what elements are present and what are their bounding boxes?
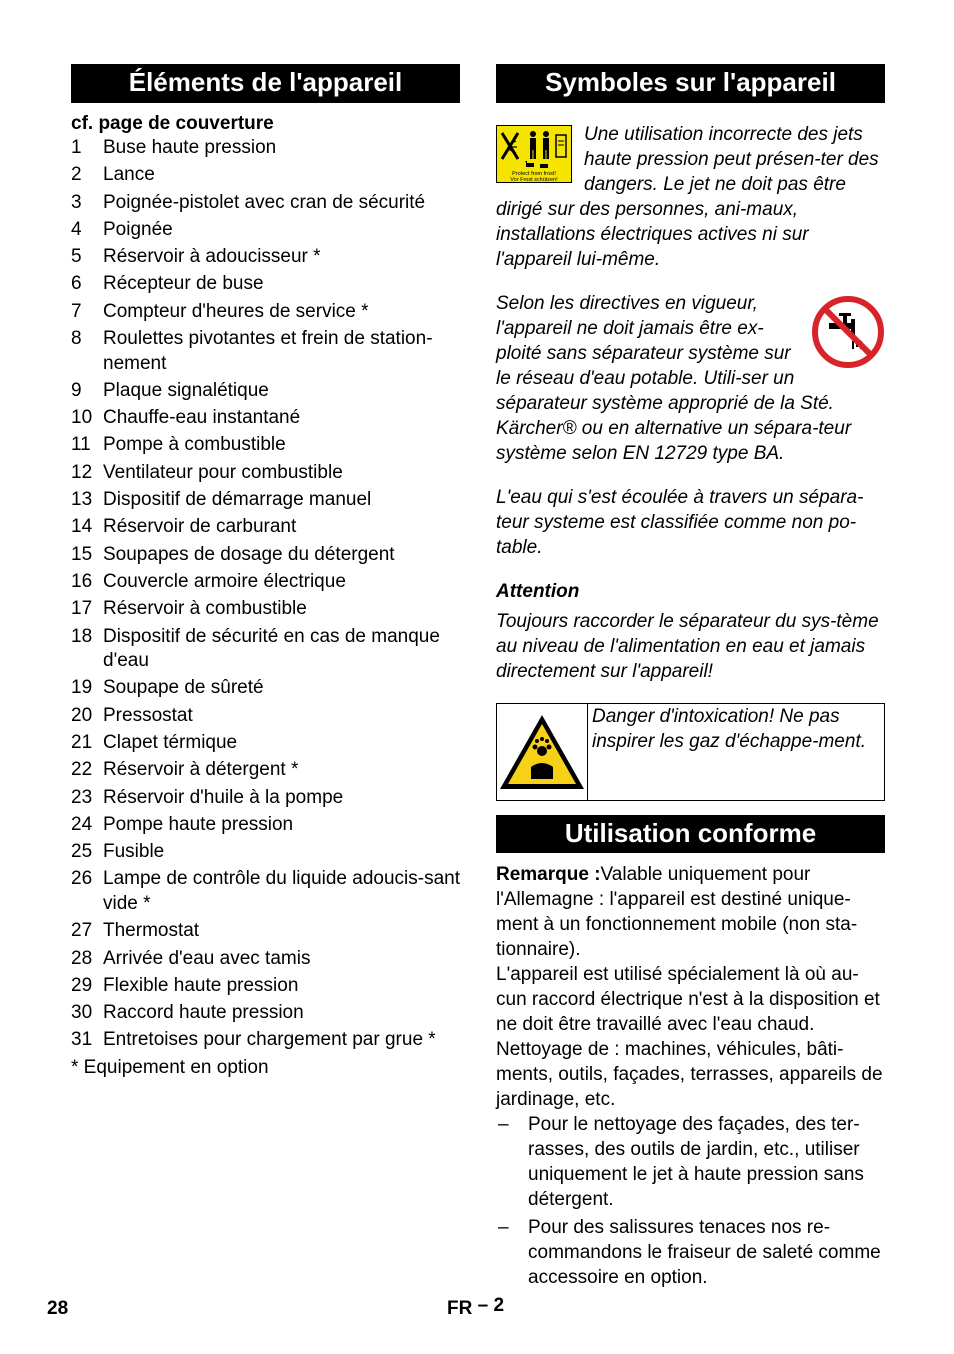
parts-list-item <box>71 515 460 540</box>
parts-list-item <box>71 272 460 297</box>
parts-list-item-number: 11 <box>71 434 91 456</box>
parts-list-item <box>71 488 460 513</box>
parts-list-item-label: Réservoir à adoucisseur * <box>103 246 321 268</box>
symbols-paragraph-2: Selon les directives en vigueur, l'appareil ne doit jamais être ex-ploité sans séparateur système sur le réseau d'eau potable. Utili-ser un séparateur système approprié de la Sté. Kärcher® ou en alternative un sépara-teur système selon EN 12729 type BA. <box>496 293 852 464</box>
parts-list-item-label: Plaque signalétique <box>103 379 269 401</box>
parts-list-item <box>71 136 460 161</box>
parts-list-item-number: 28 <box>71 947 93 969</box>
parts-list-item-label: Entretoises pour chargement par grue * <box>103 1029 436 1051</box>
parts-list-item-label: Soupape de sûreté <box>103 677 264 699</box>
use-bullet-text: Pour des salissures tenaces nos re-commandons le fraiseur de saleté comme accessoire en option. <box>528 1217 881 1288</box>
subheading-cover-page: cf. page de couverture <box>71 113 274 134</box>
parts-list-item-number: 20 <box>71 704 93 726</box>
symbols-paragraph-1: Une utilisation incorrecte des jets haute pression peut présen-ter des dangers. Le jet ne doit pas être dirigé sur des personnes, ani-maux, installations électriques actives ni sur l'appareil lui-même. <box>496 124 879 270</box>
parts-list-item <box>71 947 460 972</box>
parts-list-item-number: 25 <box>71 841 93 863</box>
parts-list-item-label: Poignée-pistolet avec cran de sécurité <box>103 191 426 213</box>
parts-list-item-number: 9 <box>71 379 82 401</box>
parts-list-item-number: 16 <box>71 570 93 592</box>
section-heading-symbols: Symboles sur l'appareil <box>496 64 885 103</box>
parts-list-item-number: 14 <box>71 516 93 538</box>
parts-list-item-number: 13 <box>71 489 93 511</box>
parts-list-item <box>71 327 460 376</box>
section-heading-intended-use: Utilisation conforme <box>496 815 885 853</box>
parts-list-item-number: 4 <box>71 218 82 240</box>
parts-list-item-number: 26 <box>71 868 93 890</box>
parts-list-item <box>71 191 460 216</box>
parts-list-item-label: Fusible <box>103 841 165 863</box>
parts-list-item <box>71 676 460 701</box>
parts-list-item-number: 19 <box>71 677 93 699</box>
parts-list-item-label: Dispositif de sécurité en cas de manque d'eau <box>103 625 440 672</box>
parts-list-item-label: Réservoir à combustible <box>103 598 307 620</box>
use-bullet-text: Pour le nettoyage des façades, des ter-rasses, des outils de jardin, etc., utiliser uniquement le jet à haute pression sans détergent. <box>528 1114 864 1210</box>
parts-list-item <box>71 300 460 325</box>
parts-list-item <box>71 406 460 431</box>
parts-list-item <box>71 813 460 838</box>
parts-list-item <box>71 786 460 811</box>
parts-list-item-number: 8 <box>71 328 82 350</box>
section-heading-elements: Éléments de l'appareil <box>71 64 460 103</box>
bullet-dash: – <box>498 1114 509 1135</box>
parts-list-item-number: 15 <box>71 543 93 565</box>
attention-text: Toujours raccorder le séparateur du sys-tème au niveau de l'alimentation en eau et jamais directement sur l'appareil! <box>496 611 879 682</box>
use-bullet-item <box>496 1112 885 1212</box>
parts-list-item-number: 18 <box>71 625 93 647</box>
parts-list-item-label: Arrivée d'eau avec tamis <box>103 947 311 969</box>
parts-list-item-label: Roulettes pivotantes et frein de station-nement <box>103 328 433 374</box>
danger-box <box>496 703 885 801</box>
parts-list-item <box>71 867 460 916</box>
footer-language: FR – 2 <box>447 1295 505 1319</box>
use-paragraph-1: L'appareil est utilisé spécialement là où au-cun raccord électrique n'est à la disposition et ne doit être travaillé avec l'eau chaud. <box>496 964 880 1035</box>
parts-list-item-label: Ventilateur pour combustible <box>103 461 343 483</box>
parts-list-item-number: 5 <box>71 246 82 268</box>
sticker-text-1: Protect from frost! <box>512 171 556 177</box>
use-bullet-item <box>496 1215 885 1290</box>
parts-list-item <box>71 461 460 486</box>
page-number: 28 <box>47 1298 69 1319</box>
parts-list-item-number: 17 <box>71 598 93 620</box>
footnote-optional: * Equipement en option <box>71 1056 269 1078</box>
parts-list-item-label: Pompe à combustible <box>103 434 286 456</box>
parts-list-item-label: Clapet térmique <box>103 731 238 753</box>
danger-text: Danger d'intoxication! Ne pas inspirer les gaz d'échappe-ment. <box>592 706 866 752</box>
symbols-paragraph-3: L'eau qui s'est écoulée à travers un sépara-teur systeme est classifiée comme non po-table. <box>496 487 864 558</box>
use-paragraph-2: Nettoyage de : machines, véhicules, bâti-ments, outils, façades, terrasses, appareils de jardinage, etc. <box>496 1039 883 1110</box>
parts-list-item-number: 3 <box>71 191 82 213</box>
parts-list-item-label: Lance <box>103 164 155 186</box>
parts-list-item-number: 1 <box>71 137 82 158</box>
parts-list-item <box>71 625 460 674</box>
parts-list-item <box>71 163 460 188</box>
parts-list-item <box>71 704 460 729</box>
right-column <box>496 64 885 1293</box>
remark-text: Valable uniquement pour l'Allemagne : l'appareil est destiné unique-ment à un fonctionnement mobile (non sta-tionnaire). <box>496 864 858 960</box>
parts-list-item <box>71 974 460 999</box>
parts-list-item-label: Chauffe-eau instantané <box>103 407 301 429</box>
parts-list-item-label: Réservoir d'huile à la pompe <box>103 786 344 808</box>
parts-list-item <box>71 597 460 622</box>
no-drinking-water-icon <box>811 295 885 374</box>
parts-list-item-number: 10 <box>71 407 93 429</box>
exhaust-gas-warning-icon <box>497 704 588 800</box>
parts-list-item <box>71 731 460 756</box>
parts-list-item <box>71 840 460 865</box>
parts-list-item <box>71 218 460 243</box>
attention-heading: Attention <box>496 581 580 602</box>
parts-list-item <box>71 245 460 270</box>
left-column <box>71 64 460 1080</box>
remark-paragraph <box>496 862 885 962</box>
parts-list-item <box>71 379 460 404</box>
parts-list-item-number: 12 <box>71 461 93 483</box>
parts-list-item <box>71 1028 460 1053</box>
parts-list-item <box>71 1001 460 1026</box>
parts-list-item-label: Pompe haute pression <box>103 813 294 835</box>
parts-list-item-number: 24 <box>71 813 93 835</box>
parts-list-item-label: Couvercle armoire électrique <box>103 570 346 592</box>
parts-list-item <box>71 543 460 568</box>
parts-list-item-label: Réservoir de carburant <box>103 516 297 538</box>
parts-list-item-label: Dispositif de démarrage manuel <box>103 489 372 511</box>
bullet-dash: – <box>498 1217 509 1238</box>
parts-list-item-label: Lampe de contrôle du liquide adoucis-sant vide * <box>103 868 461 914</box>
parts-list <box>71 136 460 1053</box>
parts-list-item-label: Récepteur de buse <box>103 273 264 295</box>
parts-list-item-label: Poignée <box>103 218 173 240</box>
parts-list-item-number: 23 <box>71 786 93 808</box>
parts-list-item-number: 22 <box>71 759 93 781</box>
parts-list-item-label: Compteur d'heures de service * <box>103 300 369 322</box>
parts-list-item-number: 30 <box>71 1002 93 1024</box>
parts-list-item-label: Soupapes de dosage du détergent <box>103 543 395 565</box>
parts-list-item-number: 6 <box>71 273 82 295</box>
parts-list-item-number: 29 <box>71 974 93 996</box>
parts-list-item-label: Réservoir à détergent * <box>103 759 299 781</box>
parts-list-item-number: 2 <box>71 164 82 186</box>
parts-list-item-label: Thermostat <box>103 920 200 942</box>
use-bullet-list <box>496 1112 885 1290</box>
parts-list-item <box>71 758 460 783</box>
symbols-block <box>496 122 885 1290</box>
parts-list-item <box>71 570 460 595</box>
parts-list-item-label: Flexible haute pression <box>103 974 299 996</box>
parts-list-item-label: Pressostat <box>103 704 193 726</box>
parts-list-item <box>71 919 460 944</box>
parts-list-item-number: 27 <box>71 920 93 942</box>
parts-list-item-number: 21 <box>71 731 93 753</box>
parts-list-item-label: Raccord haute pression <box>103 1002 304 1024</box>
parts-list-item-label: Buse haute pression <box>103 137 277 158</box>
parts-list-item-number: 31 <box>71 1029 93 1051</box>
sticker-text-2: Vor Frost schützen! <box>510 177 558 183</box>
parts-list-item-number: 7 <box>71 300 82 322</box>
remark-label: Remarque : <box>496 864 601 885</box>
device-warning-sticker-icon <box>496 125 572 188</box>
parts-list-item <box>71 433 460 458</box>
